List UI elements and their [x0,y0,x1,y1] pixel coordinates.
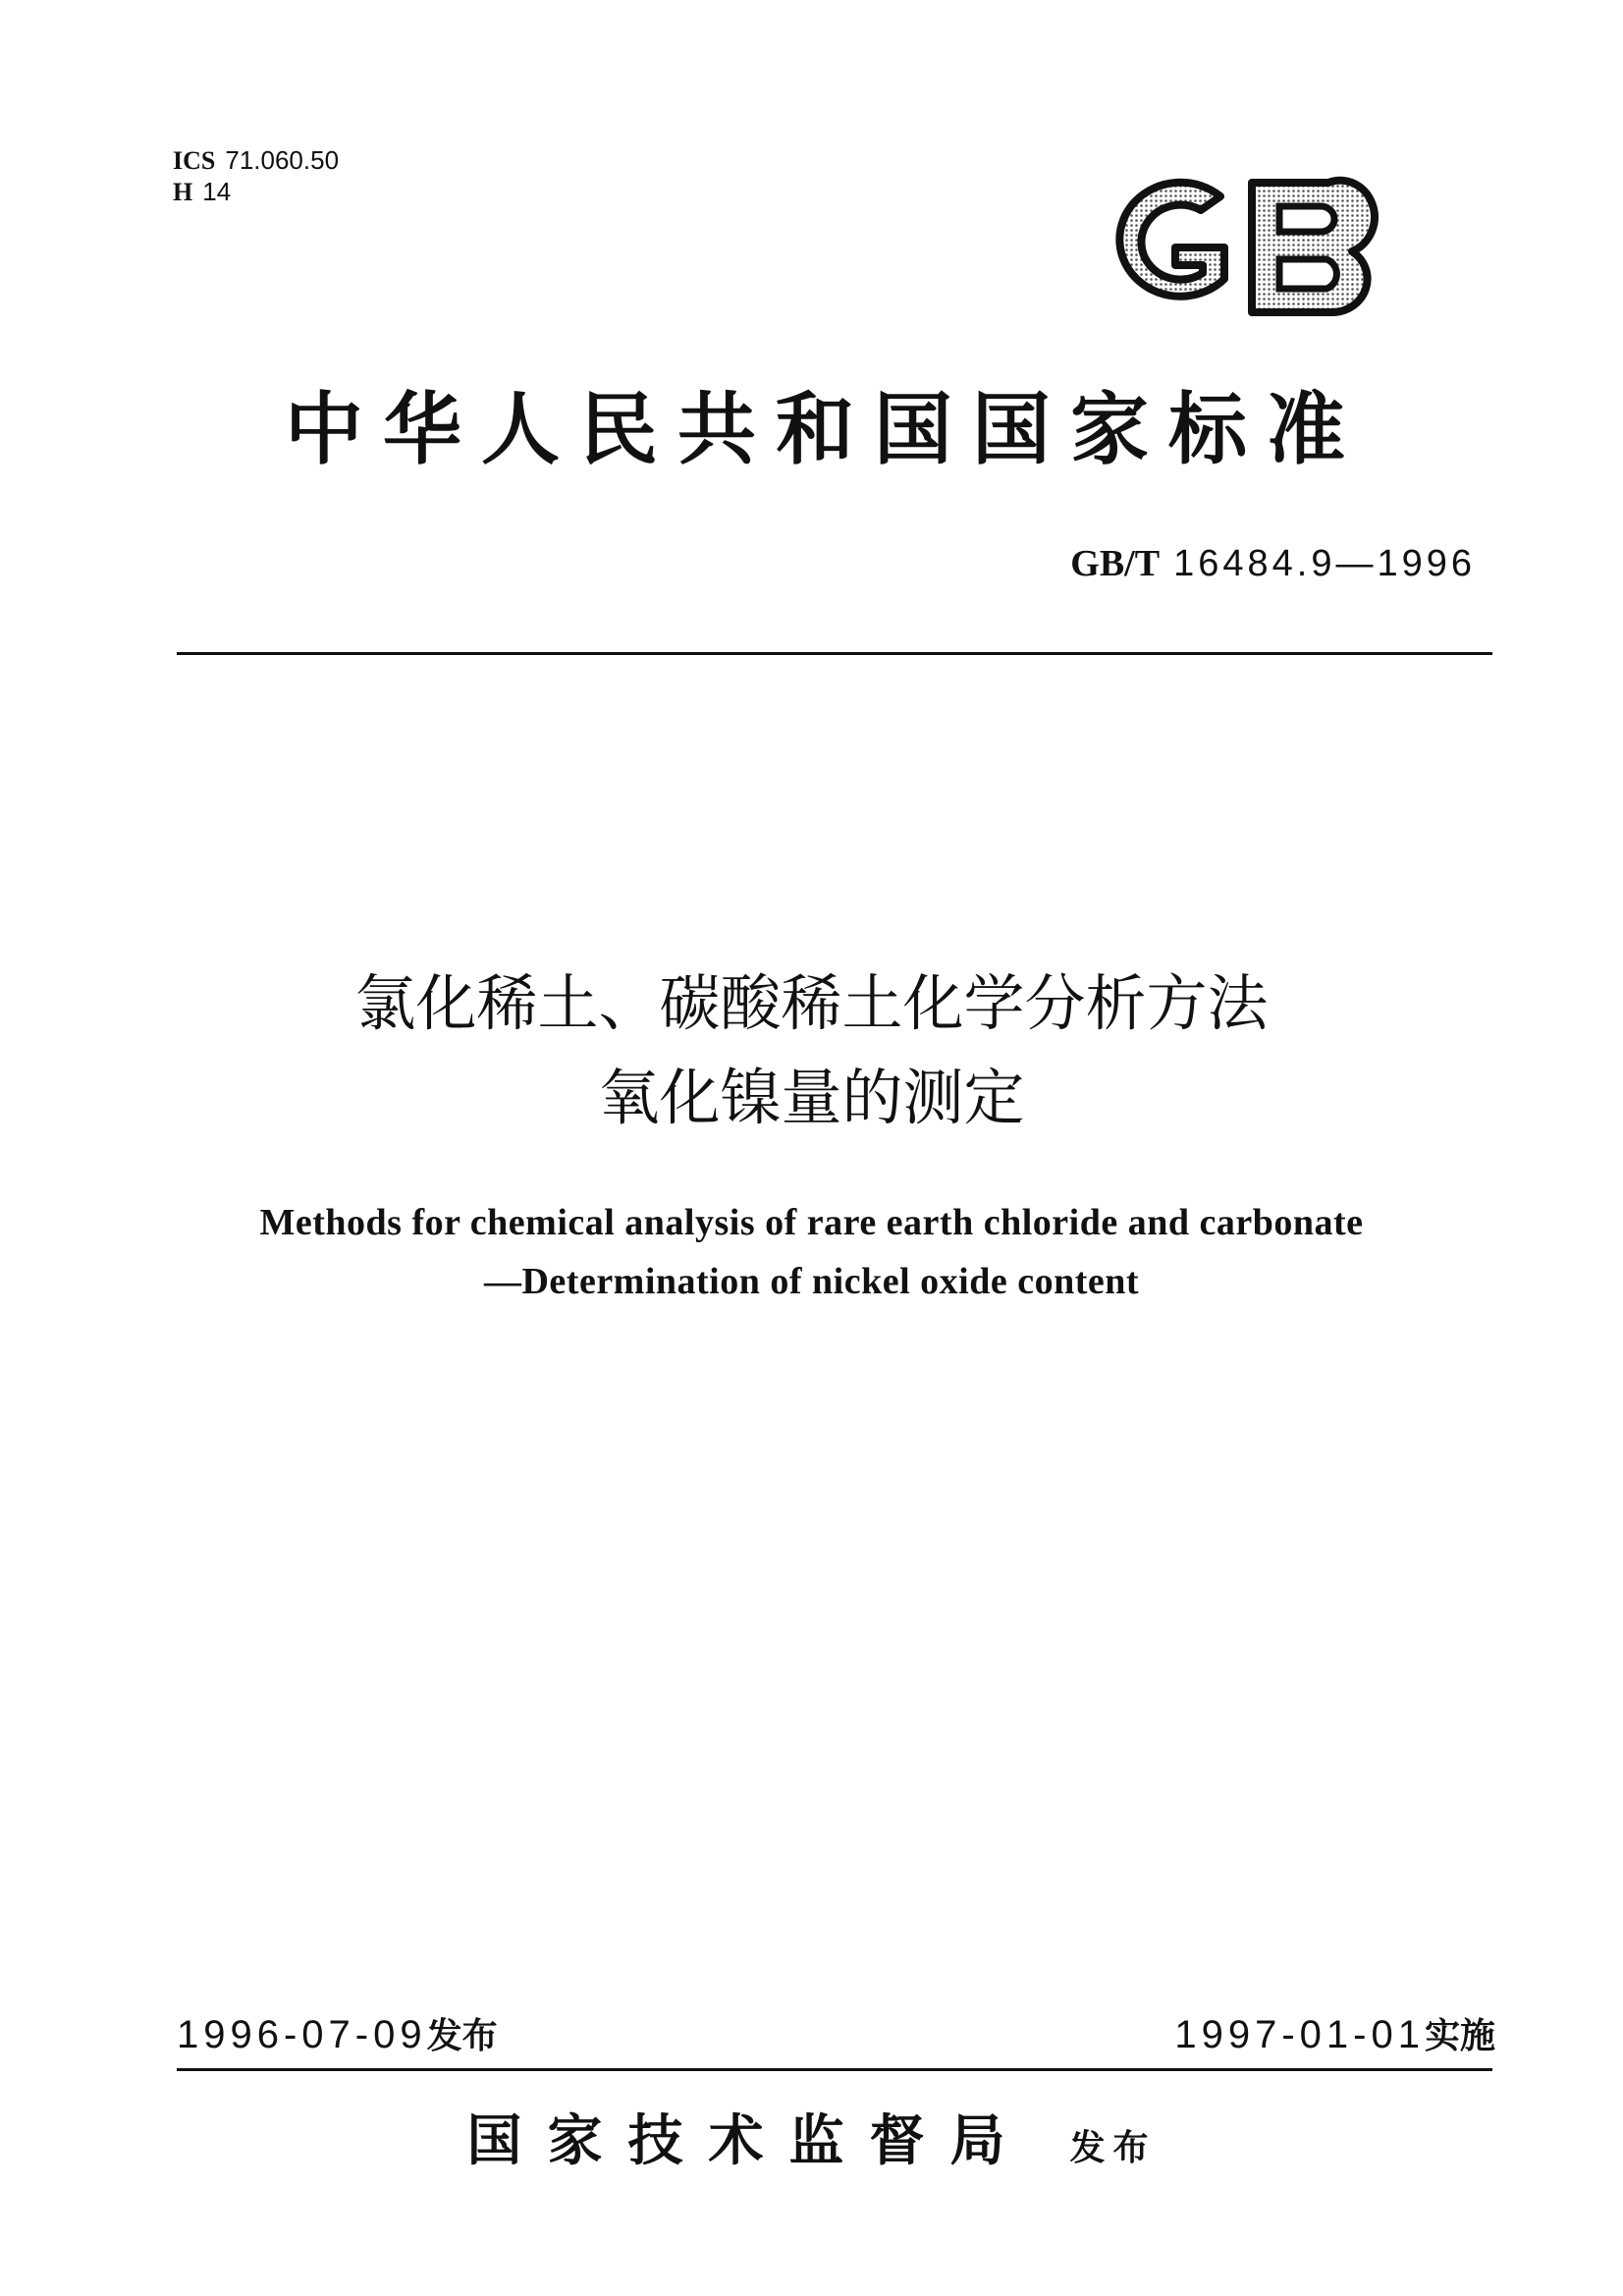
issuer-organization: 国家技术监督局 [466,2108,1031,2173]
national-standard-heading: 中华人民共和国国家标准 [285,383,1365,475]
ccs-code [173,177,231,207]
ccs-label: H [173,178,193,206]
title-en-line2: —Determination of nickel oxide content [483,1261,1140,1302]
issue-date-value: 1996-07-09 [177,2013,427,2056]
title-en-line1: Methods for chemical analysis of rare earth chloride and carbonate [259,1202,1364,1243]
gb-standard-logo [1105,169,1399,326]
title-cn-line2: 氧化镍量的测定 [598,1062,1025,1133]
issuer-action: 发布 [1069,2128,1157,2168]
ics-code [173,145,339,176]
effective-date-word: 实施 [1424,2016,1495,2056]
ics-value: 71.060.50 [225,145,340,175]
gb-logo-icon [1105,169,1399,326]
standard-number [1070,538,1476,588]
issue-date-word: 发布 [426,2016,498,2056]
issuing-authority [147,2102,1476,2188]
title-cn-line1: 氯化稀土、碳酸稀土化学分析方法 [354,967,1269,1039]
header-divider [177,652,1492,655]
footer-divider [177,2068,1492,2071]
standard-code: 16484.9—1996 [1173,543,1476,584]
effective-date [1174,2009,1495,2062]
ccs-value: 14 [202,177,232,206]
effective-date-value: 1997-01-01 [1174,2013,1425,2056]
standard-prefix: GB/T [1070,543,1161,584]
ics-label: ICS [173,146,216,175]
issue-date [177,2009,498,2062]
